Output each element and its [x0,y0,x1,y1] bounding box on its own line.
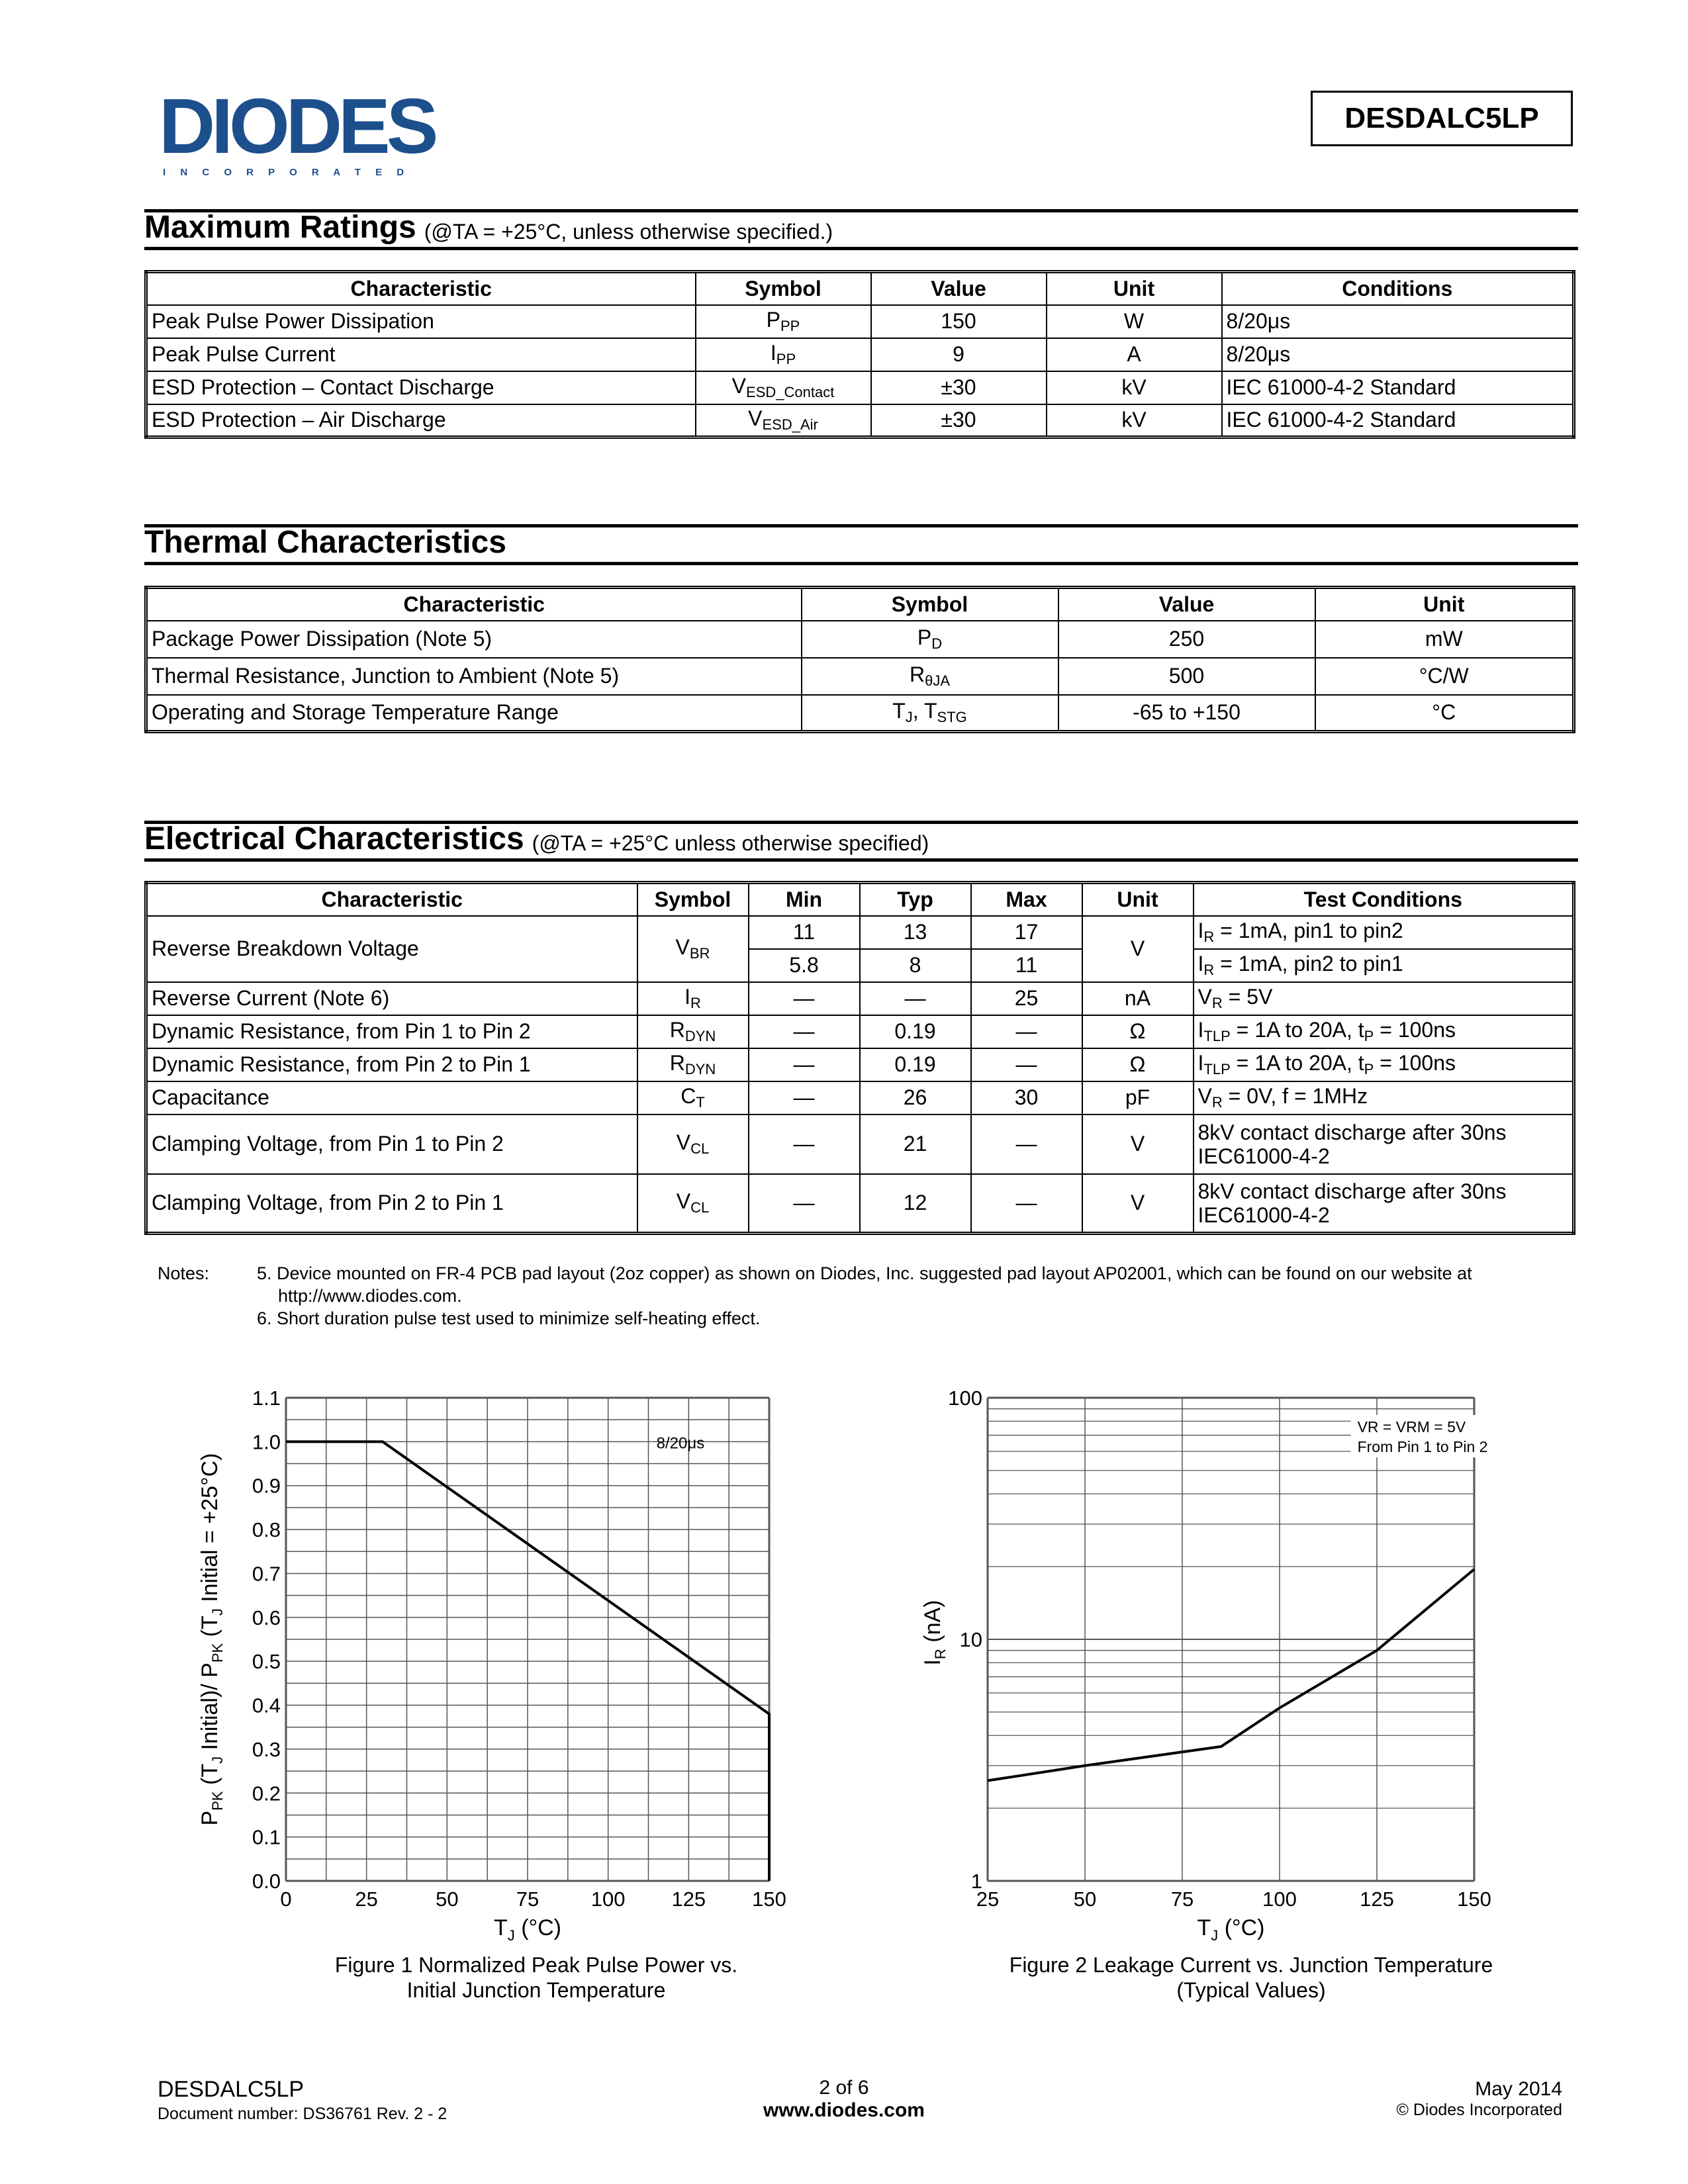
characteristic: Thermal Resistance, Junction to Ambient (Note 5) [146,658,802,695]
footer-page: 2 of 6 [819,2077,869,2099]
characteristic: Peak Pulse Power Dissipation [146,305,696,338]
characteristic: Reverse Breakdown Voltage [146,916,637,982]
value: ±30 [871,371,1047,404]
table-row [146,338,1574,371]
symbol: $C_T$ [637,1081,749,1115]
note-5-link[interactable]: http://www.diodes.com. [278,1286,462,1306]
figure2-caption [947,1952,1556,2003]
unit: kV [1047,404,1222,437]
test-condition [1194,1115,1574,1174]
x-tick-label: 75 [516,1888,539,1911]
col-header: Symbol [696,272,871,305]
y-tick-label: 0.2 [252,1782,281,1805]
x-tick-label: 100 [590,1888,626,1911]
characteristic: Dynamic Resistance, from Pin 2 to Pin 1 [146,1048,637,1081]
min: — [749,1015,860,1048]
table-row [146,658,1574,695]
table-row [146,1174,1574,1234]
figure2-y-ticks [948,1387,982,1893]
figure2-grid [988,1398,1474,1881]
col-header: Characteristic [146,272,696,305]
col-header: Unit [1082,883,1194,916]
thermal-header [144,524,1578,565]
test-condition [1194,1174,1574,1234]
figure1-annotation: 8/20μs [656,1434,705,1453]
max-ratings-condition: (@TA = +25°C, unless otherwise specified.) [424,220,833,244]
unit: A [1047,338,1222,371]
characteristic: Clamping Voltage, from Pin 2 to Pin 1 [146,1174,637,1234]
x-tick-label: 0 [280,1888,292,1911]
figure2-y-label: $I_R$ (nA) [920,1600,949,1666]
typ: 0.19 [860,1048,971,1081]
y-tick-label: 100 [948,1387,982,1410]
test-condition-line: IEC61000-4-2 [1197,1203,1330,1227]
characteristic: Operating and Storage Temperature Range [146,695,802,732]
table-row [146,916,1574,949]
min: — [749,1048,860,1081]
value: ±30 [871,404,1047,437]
table-header-row [146,272,1574,305]
notes-body [257,1262,1574,1330]
max: 30 [971,1081,1082,1115]
typ: 21 [860,1115,971,1174]
value: 250 [1058,621,1315,658]
y-tick-label: 1.0 [252,1430,281,1454]
footer-doc-number: Document number: DS36761 Rev. 2 - 2 [158,2105,447,2123]
max: 11 [971,949,1082,982]
logo-text: DIODES [159,89,435,170]
col-header: Unit [1047,272,1222,305]
characteristic: Dynamic Resistance, from Pin 1 to Pin 2 [146,1015,637,1048]
typ: 13 [860,916,971,949]
note-5: 5. Device mounted on FR-4 PCB pad layout (2oz copper) as shown on Diodes, Inc. suggested pad layout AP02001, which can be found on our website at [257,1263,1472,1283]
value: 500 [1058,658,1315,695]
table-row [146,305,1574,338]
max-ratings-table [144,270,1575,439]
x-tick-label: 75 [1170,1888,1194,1911]
conditions: IEC 61000-4-2 Standard [1222,371,1574,404]
col-header: Conditions [1222,272,1574,305]
y-tick-label: 1 [970,1870,982,1893]
symbol: $I_{PP}$ [696,338,871,371]
unit: Ω [1082,1048,1194,1081]
col-header: Characteristic [146,588,802,621]
diodes-logo [159,89,470,182]
test-condition: $I_{TLP} = 1A$ to 20A, $t_P = 100ns$ [1194,1015,1574,1048]
part-number-box [1311,91,1573,146]
table-row [146,1115,1574,1174]
symbol: $I_R$ [637,982,749,1015]
typ: 0.19 [860,1015,971,1048]
figure1-chart [192,1370,808,1952]
footer-date: May 2014 [1475,2078,1562,2100]
legend-line-2: From Pin 1 to Pin 2 [1357,1438,1488,1456]
footer-copyright: © Diodes Incorporated [1396,2101,1562,2119]
figure1-y-ticks [252,1387,281,1893]
table-row [146,1015,1574,1048]
symbol: $V_{ESD\_Contact}$ [696,371,871,404]
electrical-table [144,881,1575,1235]
figure2-legend [1351,1415,1507,1457]
figure2-x-ticks [976,1888,1491,1911]
table-header-row [146,883,1574,916]
typ: 12 [860,1174,971,1234]
min: — [749,982,860,1015]
unit: Ω [1082,1015,1194,1048]
conditions: IEC 61000-4-2 Standard [1222,404,1574,437]
unit: kV [1047,371,1222,404]
test-condition: $I_R = 1mA$, pin2 to pin1 [1194,949,1574,982]
footer-right [1396,2078,1562,2120]
table-row [146,1048,1574,1081]
thermal-table [144,586,1575,733]
test-condition: $V_R = 0V$, f = 1MHz [1194,1081,1574,1115]
x-tick-label: 50 [436,1888,459,1911]
unit: V [1082,1115,1194,1174]
electrical-condition: (@TA = +25°C unless otherwise specified) [532,831,929,855]
figure2-chart [894,1370,1536,1952]
conditions: 8/20μs [1222,305,1574,338]
y-tick-label: 0.0 [252,1870,281,1893]
min: — [749,1174,860,1234]
col-header: Characteristic [146,883,637,916]
x-tick-label: 150 [1457,1888,1491,1911]
symbol: $R_{\theta JA}$ [802,658,1058,695]
y-tick-label: 0.9 [252,1474,281,1498]
symbol: $R_{DYN}$ [637,1015,749,1048]
col-header: Value [1058,588,1315,621]
y-tick-label: 0.3 [252,1737,281,1761]
symbol: $V_{BR}$ [637,916,749,982]
test-condition-line: IEC61000-4-2 [1197,1144,1330,1168]
electrical-title: Electrical Characteristics [144,821,524,856]
test-condition: $I_{TLP} = 1A$ to 20A, $t_P = 100ns$ [1194,1048,1574,1081]
unit: W [1047,305,1222,338]
y-tick-label: 0.6 [252,1606,281,1629]
figure2-caption-line: Figure 2 Leakage Current vs. Junction Temperature [1009,1953,1493,1977]
unit: °C/W [1315,658,1574,695]
col-header: Unit [1315,588,1574,621]
legend-line-1: VR = VRM = 5V [1357,1418,1466,1436]
min: — [749,1115,860,1174]
typ: — [860,982,971,1015]
test-condition: $I_R = 1mA$, pin1 to pin2 [1194,916,1574,949]
footer-center [712,2077,976,2122]
col-header: Value [871,272,1047,305]
symbol: $R_{DYN}$ [637,1048,749,1081]
x-tick-label: 25 [355,1888,378,1911]
note-6: 6. Short duration pulse test used to minimize self-heating effect. [257,1308,761,1328]
y-tick-label: 0.7 [252,1562,281,1586]
test-condition-line: 8kV contact discharge after 30ns [1197,1120,1507,1144]
typ: 8 [860,949,971,982]
characteristic: Clamping Voltage, from Pin 1 to Pin 2 [146,1115,637,1174]
unit: nA [1082,982,1194,1015]
electrical-header [144,821,1578,862]
figure1-caption [265,1952,808,2003]
figure1-grid [286,1398,769,1881]
value: 150 [871,305,1047,338]
characteristic: Reverse Current (Note 6) [146,982,637,1015]
table-row [146,982,1574,1015]
typ: 26 [860,1081,971,1115]
footer-website[interactable]: www.diodes.com [763,2099,925,2121]
characteristic: Capacitance [146,1081,637,1115]
min: — [749,1081,860,1115]
table-row [146,695,1574,732]
logo-subtext: I N C O R P O R A T E D [163,167,410,178]
y-tick-label: 1.1 [252,1387,281,1410]
max: 17 [971,916,1082,949]
figure2-series-line [988,1569,1474,1780]
table-row [146,1081,1574,1115]
col-header: Max [971,883,1082,916]
characteristic: ESD Protection – Air Discharge [146,404,696,437]
max: — [971,1015,1082,1048]
characteristic: Package Power Dissipation (Note 5) [146,621,802,658]
max-ratings-title: Maximum Ratings [144,210,416,245]
col-header: Symbol [802,588,1058,621]
figure2-caption-line: (Typical Values) [1176,1978,1326,2002]
figure1-caption-line: Initial Junction Temperature [406,1978,666,2002]
symbol: $V_{CL}$ [637,1174,749,1234]
table-row [146,621,1574,658]
thermal-title: Thermal Characteristics [144,525,506,560]
y-tick-label: 10 [959,1628,982,1651]
value: -65 to +150 [1058,695,1315,732]
figure1-x-label: $T_J$ (°C) [493,1915,562,1944]
symbol: $T_J$, $T_{STG}$ [802,695,1058,732]
symbol: $V_{ESD\_Air}$ [696,404,871,437]
min: 5.8 [749,949,860,982]
notes-label: Notes: [158,1263,210,1283]
col-header: Typ [860,883,971,916]
y-tick-label: 0.4 [252,1694,281,1717]
symbol: $V_{CL}$ [637,1115,749,1174]
value: 9 [871,338,1047,371]
figure1-y-label: $P_{PK}$ ($T_J$ Initial)/ $P_{PK}$ ($T_J$ Initial = +25°C) [197,1453,226,1826]
col-header: Symbol [637,883,749,916]
y-tick-label: 0.5 [252,1650,281,1674]
max: — [971,1174,1082,1234]
col-header: Min [749,883,860,916]
y-tick-label: 0.8 [252,1518,281,1542]
unit: pF [1082,1081,1194,1115]
figure1-x-ticks [280,1888,786,1911]
unit: V [1082,916,1194,982]
figure1-caption-line: Figure 1 Normalized Peak Pulse Power vs. [334,1953,738,1977]
col-header: Test Conditions [1194,883,1574,916]
y-tick-label: 0.1 [252,1825,281,1849]
min: 11 [749,916,860,949]
x-tick-label: 125 [1360,1888,1394,1911]
table-row [146,371,1574,404]
symbol: $P_{PP}$ [696,305,871,338]
unit: °C [1315,695,1574,732]
max: — [971,1048,1082,1081]
x-tick-label: 125 [671,1888,706,1911]
max: — [971,1115,1082,1174]
table-header-row [146,588,1574,621]
test-condition-line: 8kV contact discharge after 30ns [1197,1179,1507,1203]
part-number: DESDALC5LP [1344,102,1539,134]
unit: V [1082,1174,1194,1234]
x-tick-label: 100 [1262,1888,1297,1911]
footer-part: DESDALC5LP [158,2077,305,2102]
unit: mW [1315,621,1574,658]
characteristic: ESD Protection – Contact Discharge [146,371,696,404]
conditions: 8/20μs [1222,338,1574,371]
test-condition: $V_R = 5V$ [1194,982,1574,1015]
x-tick-label: 50 [1073,1888,1097,1911]
x-tick-label: 25 [976,1888,1000,1911]
characteristic: Peak Pulse Current [146,338,696,371]
figure2-x-label: $T_J$ (°C) [1197,1915,1265,1944]
max: 25 [971,982,1082,1015]
max-ratings-header [144,209,1578,250]
table-row [146,404,1574,437]
x-tick-label: 150 [752,1888,786,1911]
symbol: $P_D$ [802,621,1058,658]
